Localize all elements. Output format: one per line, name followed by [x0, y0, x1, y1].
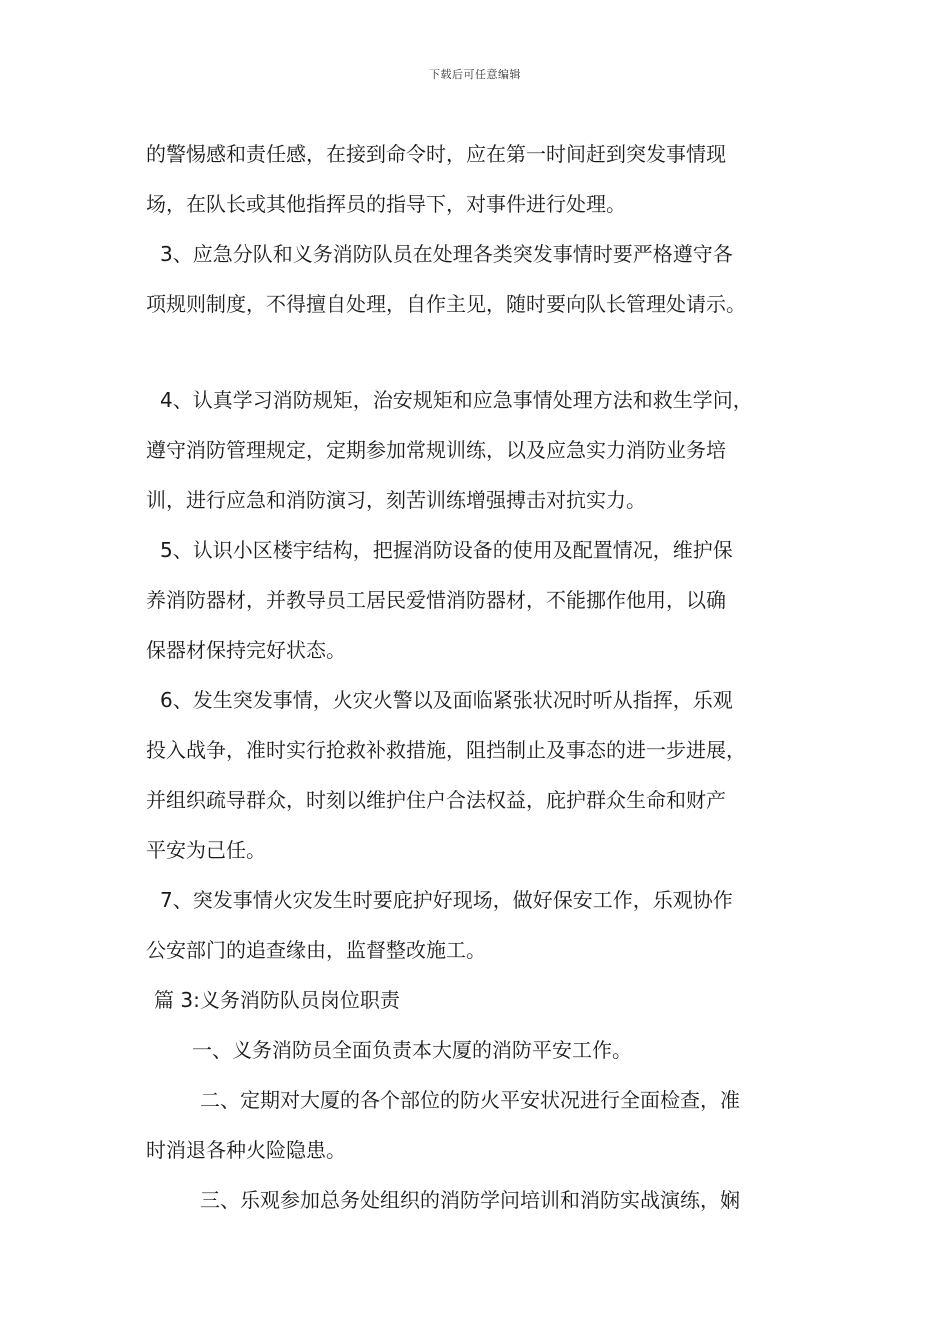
text-line: 公安部门的追查缘由，监督整改施工。: [146, 938, 486, 962]
text-line: 项规则制度，不得擅自处理，自作主见，随时要向队长管理处请示。: [146, 292, 746, 316]
text-line: 时消退各种火险隐患。: [146, 1138, 346, 1162]
text-line: 保器材保持完好状态。: [146, 638, 346, 662]
text-line: 平安为己任。: [146, 838, 266, 862]
text-line: 场，在队长或其他指挥员的指导下，对事件进行处理。: [146, 192, 626, 216]
section-heading: 篇 3:义务消防队员岗位职责: [154, 988, 400, 1012]
text-line: 训，进行应急和消防演习，刻苦训练增强搏击对抗实力。: [146, 488, 646, 512]
duty-item-1: 一、义务消防员全面负责本大厦的消防平安工作。: [192, 1038, 632, 1062]
list-item-6: 6、发生突发事情，火灾火警以及面临紧张状况时听从指挥，乐观: [160, 688, 733, 712]
document-body: [146, 129, 826, 1225]
list-item-7: 7、突发事情火灾发生时要庇护好现场，做好保安工作，乐观协作: [160, 888, 733, 912]
paragraph-gap: [146, 329, 826, 375]
list-item-4: 4、认真学习消防规矩，治安规矩和应急事情处理方法和救生学问，: [160, 388, 753, 412]
list-item-5: 5、认识小区楼宇结构，把握消防设备的使用及配置情况，维护保: [160, 538, 733, 562]
text-line: 的警惕感和责任感，在接到命令时，应在第一时间赶到突发事情现: [146, 142, 726, 166]
duty-item-3: 三、乐观参加总务处组织的消防学问培训和消防实战演练，娴: [200, 1188, 740, 1212]
text-line: 遵守消防管理规定，定期参加常规训练，以及应急实力消防业务培: [146, 438, 726, 462]
text-line: 养消防器材，并教导员工居民爱惜消防器材，不能挪作他用，以确: [146, 588, 726, 612]
text-line: 投入战争，准时实行抢救补救措施，阻挡制止及事态的进一步进展，: [146, 738, 746, 762]
text-line: 并组织疏导群众，时刻以维护住户合法权益，庇护群众生命和财产: [146, 788, 726, 812]
page-header: 下载后可任意编辑: [429, 68, 521, 81]
list-item-3: 3、应急分队和义务消防队员在处理各类突发事情时要严格遵守各: [160, 242, 733, 266]
duty-item-2: 二、定期对大厦的各个部位的防火平安状况进行全面检查，准: [200, 1088, 740, 1112]
